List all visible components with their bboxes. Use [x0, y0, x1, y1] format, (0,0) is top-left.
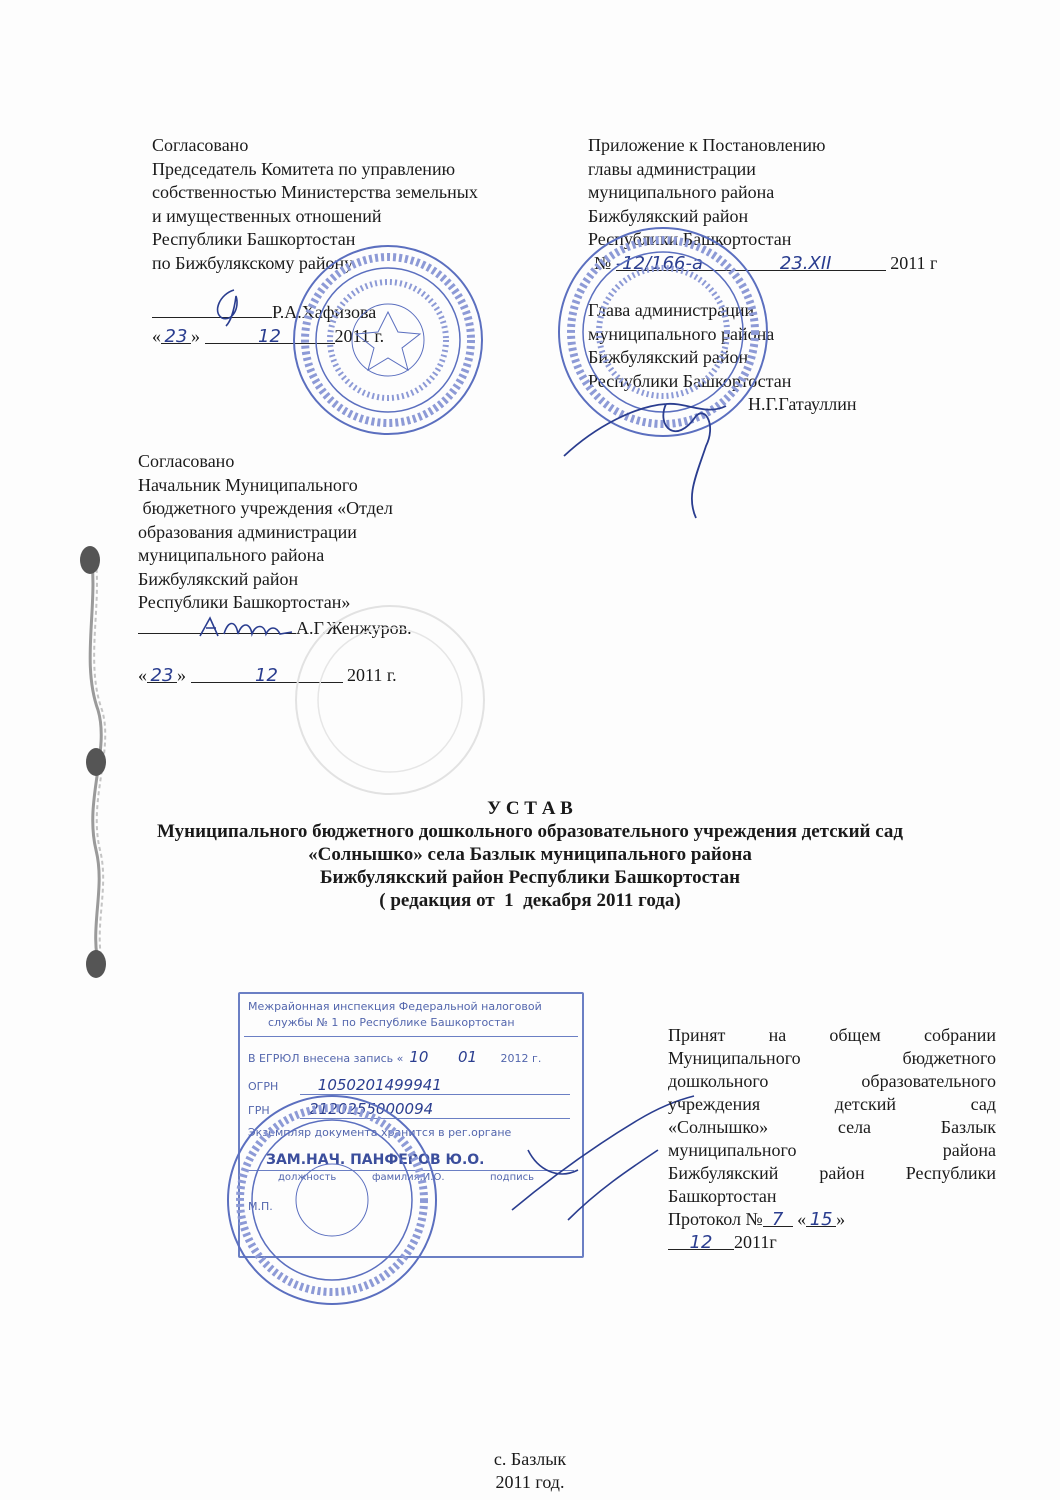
adoption-block — [668, 1024, 996, 1254]
official-seal-kindergarten — [222, 1090, 442, 1310]
date-month: 12 — [191, 664, 343, 683]
agreement-line: Республики Башкортостан — [152, 229, 356, 249]
charter-subtitle: Бижбулякский район Республики Башкортостан — [319, 867, 741, 888]
tax-office-line: службы № 1 по Республике Башкортостан — [268, 1016, 515, 1029]
agreement-line: Председатель Комитета по управлению — [152, 158, 456, 179]
date-day: 23 — [161, 325, 191, 344]
charter-subtitle: «Солнышко» села Базлык муниципального района — [308, 844, 752, 865]
protocol-line: Протокол № 7 « 15 » — [668, 1209, 846, 1230]
agreement-line: Республики Башкортостан» — [138, 592, 351, 612]
head-line: Глава администрации — [588, 300, 755, 320]
footer-year: 2011 год. — [495, 1472, 565, 1492]
head-line: Республики Башкортостан — [588, 370, 792, 391]
stamp-mp: М.П. — [248, 1200, 273, 1213]
appendix-line: Бижбулякский район — [588, 205, 749, 226]
entry-year: 2012 г. — [500, 1052, 542, 1065]
protocol-month: 12 — [668, 1231, 734, 1250]
adoption-line: учреждения детский сад — [668, 1094, 996, 1114]
date-month: 12 — [205, 325, 335, 344]
binding-hole — [80, 546, 100, 574]
adoption-line: дошкольного образовательного — [668, 1071, 996, 1091]
charter-heading: У С Т А В — [487, 798, 573, 819]
grn-value: 2120255000094 — [309, 1100, 434, 1118]
signature-hafizova — [190, 282, 270, 330]
agreement-date: « 23 » 12 2011 г. — [152, 325, 385, 347]
appendix-heading: Приложение к Постановлению — [588, 135, 826, 155]
head-name: Н.Г.Гатауллин — [748, 394, 857, 414]
tax-office-line: Межрайонная инспекция Федеральной налоговой — [248, 1000, 542, 1013]
protocol-day: 15 — [806, 1208, 836, 1227]
registry-entry: В ЕГРЮЛ внесена запись « 10 01 2012 г. — [248, 1048, 542, 1066]
agreement-heading: Согласовано — [138, 451, 235, 471]
ogrn-value: 1050201499941 — [317, 1076, 442, 1094]
entry-month: 01 — [457, 1048, 478, 1066]
agreement-line: Бижбулякский район — [138, 568, 299, 589]
signature-zhenzhurov — [196, 612, 296, 642]
agreement-line: Начальник Муниципального — [138, 474, 358, 495]
agreement-line: и имущественных отношений — [152, 205, 382, 226]
charter-title — [0, 797, 1060, 912]
head-line: Бижбулякский район — [588, 347, 749, 367]
date-day: 23 — [147, 664, 177, 683]
ogrn-row: ОГРН 1050201499941 — [248, 1076, 442, 1094]
agreement-line: бюджетного учреждения «Отдел — [138, 498, 393, 518]
footer-place: с. Базлык — [493, 1449, 567, 1469]
document-footer — [0, 1448, 1060, 1494]
binding-hole — [86, 748, 106, 776]
signature-gataullin — [556, 386, 756, 526]
agreement-date: « 23 » 12 2011 г. — [138, 665, 397, 686]
adoption-line: муниципального района — [668, 1140, 996, 1160]
protocol-year: 2011г — [734, 1232, 777, 1252]
agreement-line: муниципального района — [138, 545, 325, 565]
head-line: муниципального района — [588, 323, 775, 344]
caption-name: фамилия,И.О. — [372, 1172, 445, 1183]
charter-edition: ( редакция от 1 декабря 2011 года) — [379, 890, 681, 911]
adoption-line: Муниципального бюджетного — [668, 1048, 996, 1068]
decree-number: -12/166-а — [616, 252, 726, 271]
appendix-line: Республики Башкортостан — [588, 229, 792, 249]
protocol-date-line — [668, 1231, 996, 1254]
agreement-line: по Бижбулякскому району — [152, 252, 354, 273]
date-year: 2011 г. — [347, 665, 397, 685]
grn-row: ГРН 2120255000094 — [248, 1100, 434, 1118]
entry-day: 10 — [409, 1048, 429, 1066]
decree-year: 2011 г — [890, 252, 938, 273]
decree-number-line: № -12/166-а 23.XII 2011 г — [594, 252, 938, 274]
binding-thread — [70, 540, 130, 980]
agreement-line: собственностью Министерства земельных — [152, 182, 478, 202]
signer-name: А.Г.Женжуров. — [296, 617, 412, 638]
agreement-line: образования администрации — [138, 521, 357, 542]
charter-subtitle: Муниципального бюджетного дошкольного образовательного учреждения детский сад — [156, 821, 904, 842]
decree-date: 23.XII — [726, 252, 886, 271]
adoption-line: «Солнышко» села Базлык — [668, 1117, 996, 1137]
signer-name: Р.А.Хафизова — [272, 302, 377, 322]
faint-seal-bleed — [290, 600, 490, 800]
date-year: 2011 г. — [334, 325, 385, 346]
adoption-line: Бижбулякский район Республики — [668, 1163, 996, 1183]
caption-sign: подпись — [490, 1172, 534, 1183]
adoption-line: Башкортостан — [668, 1186, 777, 1206]
registering-official: ЗАМ.НАЧ. ПАНФЕРОВ Ю.О. — [266, 1152, 485, 1168]
binding-hole — [86, 950, 106, 978]
agreement-heading: Согласовано — [152, 135, 249, 155]
caption-position: должность — [278, 1172, 337, 1183]
copy-note: Экземпляр документа хранится в рег.органе — [248, 1126, 512, 1139]
protocol-number: 7 — [763, 1208, 793, 1227]
adoption-line: Принят на общем собрании — [668, 1025, 996, 1045]
appendix-line: муниципального района — [588, 182, 775, 202]
official-seal-committee — [288, 240, 488, 440]
appendix-line: главы администрации — [588, 158, 756, 179]
